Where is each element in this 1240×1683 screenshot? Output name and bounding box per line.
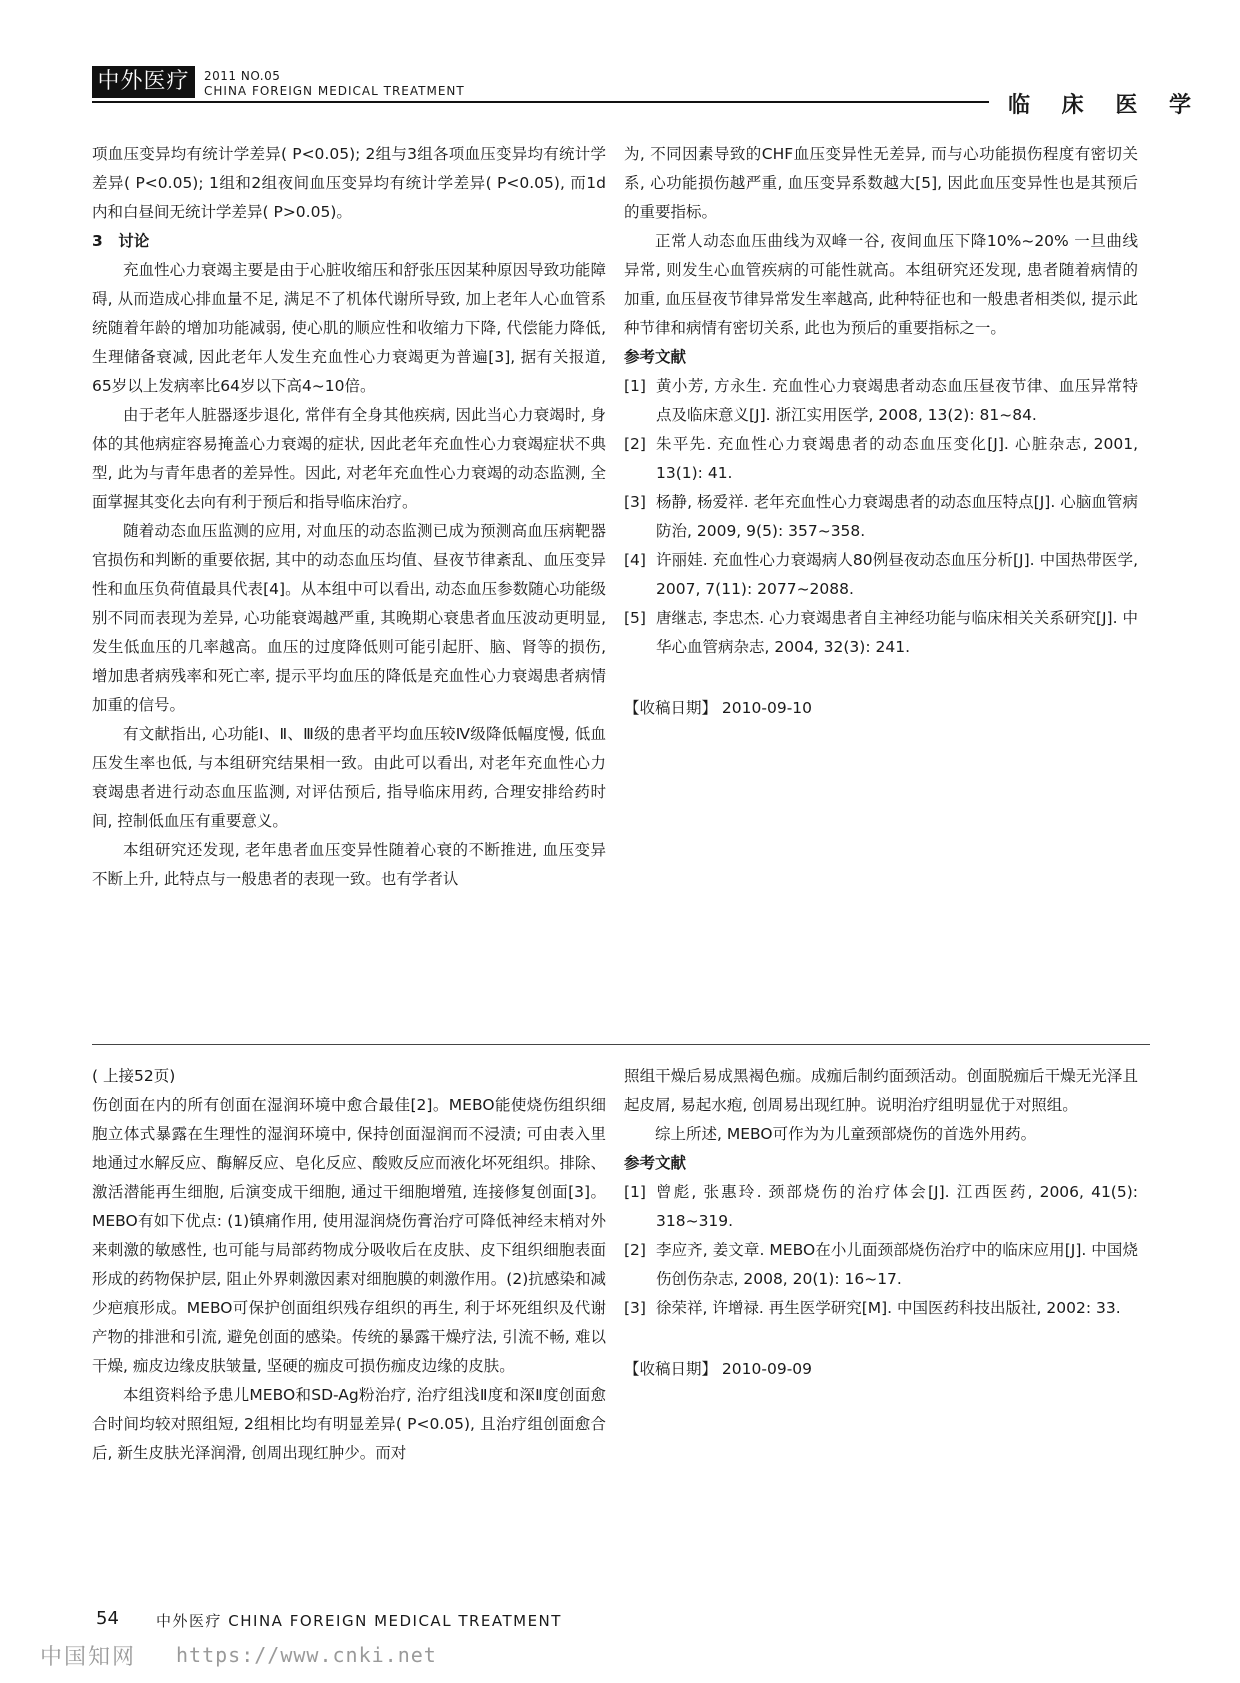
continued-from-label: ( 上接52页) [92, 1067, 176, 1085]
paragraph: 本组资料给予患儿MEBO和SD-Ag粉治疗, 治疗组浅Ⅱ度和深Ⅱ度创面愈合时间均较对照组短, 2组相比均有明显差异( P<0.05), 且治疗组创面愈合后, 新生皮肤光泽润滑, 创周出现红肿少。而对 [92, 1386, 606, 1462]
reference-text: 李应齐, 姜文章. MEBO在小儿面颈部烧伤治疗中的临床应用[J]. 中国烧伤创伤杂志, 2008, 20(1): 16~17. [656, 1241, 1138, 1288]
reference-number: [4] [624, 551, 646, 569]
paragraph: 正常人动态血压曲线为双峰一谷, 夜间血压下降10%~20% 一旦曲线异常, 则发生心血管疾病的可能性就高。本组研究还发现, 患者随着病情的加重, 血压昼夜节律异常发生率越高, 此种特征也和一般患者相类似, 提示此种节律和病情有密切关系, 此也为预后的重要指标之一。 [624, 232, 1138, 337]
journal-logo: 中外医疗 [92, 66, 195, 98]
reference-number: [3] [624, 1299, 646, 1317]
reference-item [624, 1236, 1138, 1294]
paragraph: 照组干燥后易成黑褐色痂。成痂后制约面颈活动。创面脱痂后干燥无光泽且起皮屑, 易起水疱, 创周易出现红肿。说明治疗组明显优于对照组。 [624, 1067, 1138, 1114]
reference-item [624, 372, 1138, 430]
references-heading: 参考文献 [624, 348, 687, 366]
received-date: 【收稿日期】 2010-09-10 [624, 699, 813, 717]
paragraph: 充血性心力衰竭主要是由于心脏收缩压和舒张压因某种原因导致功能障碍, 从而造成心排血量不足, 满足不了机体代谢所导致, 加上老年人心血管系统随着年龄的增加功能减弱, 使心肌的顺应性和收缩力下降, 代偿能力降低, 生理储备衰减, 因此老年人发生充血性心力衰竭更为普遍[3], 据有关报道, 65岁以上发病率比64岁以下高4~10倍。 [92, 261, 606, 395]
reference-item [624, 546, 1138, 604]
received-date: 【收稿日期】 2010-09-09 [624, 1360, 813, 1378]
reference-text: 唐继志, 李忠杰. 心力衰竭患者自主神经功能与临床相关关系研究[J]. 中华心血管病杂志, 2004, 32(3): 241. [656, 609, 1138, 656]
reference-number: [3] [624, 493, 646, 511]
reference-item [624, 430, 1138, 488]
references-heading: 参考文献 [624, 1154, 687, 1172]
reference-number: [1] [624, 377, 646, 395]
issue-label: 2011 NO.05 [204, 69, 281, 83]
left-column-top [92, 140, 606, 894]
paragraph: 由于老年人脏器逐步退化, 常伴有全身其他疾病, 因此当心力衰竭时, 身体的其他病症容易掩盖心力衰竭的症状, 因此老年充血性心力衰竭症状不典型, 此为与青年患者的差异性。因此, 对老年充血性心力衰竭的动态监测, 全面掌握其变化去向有利于预后和指导临床治疗。 [92, 406, 606, 511]
paragraph: 有文献指出, 心功能Ⅰ、Ⅱ、Ⅲ级的患者平均血压较Ⅳ级降低幅度慢, 低血压发生率也低, 与本组研究结果相一致。由此可以看出, 对老年充血性心力衰竭患者进行动态血压监测, 对评估预后, 指导临床用药, 合理安排给药时间, 控制低血压有重要意义。 [92, 725, 606, 830]
reference-item [624, 604, 1138, 662]
journal-english-name: CHINA FOREIGN MEDICAL TREATMENT [204, 84, 465, 98]
cnki-watermark-url[interactable]: https://www.cnki.net [176, 1643, 437, 1667]
reference-text: 朱平先. 充血性心力衰竭患者的动态血压变化[J]. 心脏杂志, 2001, 13(1): 41. [656, 435, 1138, 482]
reference-text: 黄小芳, 方永生. 充血性心力衰竭患者动态血压昼夜节律、血压异常特点及临床意义[J]. 浙江实用医学, 2008, 13(2): 81~84. [656, 377, 1138, 424]
reference-item [624, 1294, 1138, 1323]
section-divider [92, 1044, 1150, 1045]
paragraph: 为, 不同因素导致的CHF血压变异性无差异, 而与心功能损伤程度有密切关系, 心功能损伤越严重, 血压变异系数越大[5], 因此血压变异性也是其预后的重要指标。 [624, 145, 1138, 221]
header-rule [92, 101, 989, 103]
reference-item [624, 488, 1138, 546]
paragraph: 随着动态血压监测的应用, 对血压的动态监测已成为预测高血压病靶器官损伤和判断的重要依据, 其中的动态血压均值、昼夜节律紊乱、血压变异性和血压负荷值最具代表[4]。从本组中可以看出, 动态血压参数随心功能级别不同而表现为差异, 心功能衰竭越严重, 其晚期心衰患者血压波动更明显, 发生低血压的几率越高。血压的过度降低则可能引起肝、脑、肾等的损伤, 增加患者病残率和死亡率, 提示平均血压的降低是充血性心力衰竭患者病情加重的信号。 [92, 522, 606, 714]
reference-item [624, 1178, 1138, 1236]
section-heading: 3 讨论 [92, 232, 150, 250]
left-column-bottom [92, 1062, 606, 1468]
section-title: 临 床 医 学 [1008, 93, 1203, 118]
right-column-top [624, 140, 1138, 723]
reference-text: 杨静, 杨爱祥. 老年充血性心力衰竭患者的动态血压特点[J]. 心脑血管病防治, 2009, 9(5): 357~358. [656, 493, 1138, 540]
reference-number: [1] [624, 1183, 646, 1201]
page-number: 54 [96, 1608, 119, 1629]
right-column-bottom [624, 1062, 1138, 1384]
paragraph: 伤创面在内的所有创面在湿润环境中愈合最佳[2]。MEBO能使烧伤组织细胞立体式暴露在生理性的湿润环境中, 保持创面湿润而不浸渍; 可由表入里地通过水解反应、酶解反应、皂化反应、酸败反应而液化坏死组织。排除、激活潜能再生细胞, 后演变成干细胞, 通过干细胞增殖, 连接修复创面[3]。MEBO有如下优点: (1)镇痛作用, 使用湿润烧伤膏治疗可降低神经末梢对外来刺激的敏感性, 也可能与局部药物成分吸收后在皮肤、皮下组织细胞表面形成的药物保护层, 阻止外界刺激因素对细胞膜的刺激作用。(2)抗感染和减少疤痕形成。MEBO可保护创面组织残存组织的再生, 利于坏死组织及代谢产物的排泄和引流, 避免创面的感染。传统的暴露干燥疗法, 引流不畅, 难以干燥, 痂皮边缘皮肤皱量, 坚硬的痂皮可损伤痂皮边缘的皮肤。 [92, 1096, 606, 1375]
reference-text: 曾彪, 张惠玲. 颈部烧伤的治疗体会[J]. 江西医药, 2006, 41(5): 318~319. [656, 1183, 1138, 1230]
reference-text: 许丽娃. 充血性心力衰竭病人80例昼夜动态血压分析[J]. 中国热带医学, 2007, 7(11): 2077~2088. [656, 551, 1138, 598]
paragraph: 综上所述, MEBO可作为为儿童颈部烧伤的首选外用药。 [655, 1125, 1037, 1143]
reference-number: [5] [624, 609, 646, 627]
paragraph: 本组研究还发现, 老年患者血压变异性随着心衰的不断推进, 血压变异不断上升, 此特点与一般患者的表现一致。也有学者认 [92, 841, 606, 888]
reference-number: [2] [624, 1241, 646, 1259]
cnki-watermark: 中国知网 [40, 1645, 137, 1670]
paragraph: 项血压变异均有统计学差异( P<0.05); 2组与3组各项血压变异均有统计学差异( P<0.05); 1组和2组夜间血压变异均有统计学差异( P<0.05), 而1d内和白昼间无统计学差异( P>0.05)。 [92, 145, 606, 221]
reference-text: 徐荣祥, 许增禄. 再生医学研究[M]. 中国医药科技出版社, 2002: 33. [656, 1299, 1121, 1317]
footer-journal-name: 中外医疗 CHINA FOREIGN MEDICAL TREATMENT [156, 1612, 562, 1630]
reference-number: [2] [624, 435, 646, 453]
